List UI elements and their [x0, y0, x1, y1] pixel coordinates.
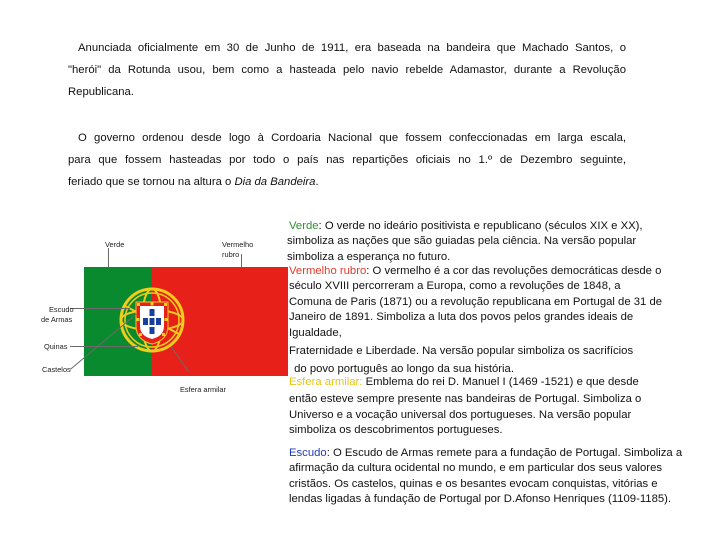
legend-line: Verde: O verde no ideário positivista e republicano (séculos XIX e XX), [289, 220, 643, 232]
label-escudo: Escudo [49, 305, 74, 314]
paragraph-announcement [68, 37, 626, 103]
legend-line: Igualdade, [289, 326, 342, 339]
label-rubro: rubro [222, 250, 240, 259]
paragraph-line: O governo ordenou desde logo à Cordoaria Nacional que fossem confeccionadas em larga escala, [78, 132, 626, 144]
legend-term-verde: Verde [289, 220, 319, 232]
legend-term-vermelho: Vermelho rubro [289, 265, 367, 277]
legend-text: Emblema do rei D. Manuel I (1469 -1521) e que desde [362, 376, 639, 388]
legend-line [289, 446, 682, 461]
legend-escudo [289, 446, 682, 508]
flag-red-field [152, 267, 288, 376]
legend-text: : O Escudo de Armas remete para a fundação de Portugal. Simboliza a [326, 447, 683, 459]
label-castelos: Castelos [42, 365, 71, 374]
verde-leader-line [108, 248, 109, 268]
legend-line: Fraternidade e Liberdade. Na versão popular simboliza os sacrifícios [289, 345, 634, 358]
legend-line: simboliza as nações que são guiadas pela ciência. Na versão popular [287, 235, 637, 248]
label-quinas: Quinas [44, 342, 68, 351]
paragraph-text: . [315, 176, 319, 188]
paragraph-line: Republicana. [68, 86, 134, 98]
legend-line [289, 264, 662, 279]
paragraph-government-order [68, 127, 626, 193]
quinas-leader-line [70, 346, 138, 347]
legend-line: cristãos. Os castelos, quinas e os besantes evocam conquistas, vitórias e [289, 477, 658, 490]
legend-esfera [289, 375, 641, 439]
legend-line: simboliza a esperança no futuro. [287, 250, 451, 263]
portugal-flag-image [36, 232, 290, 404]
dia-da-bandeira-emphasis: Dia da Bandeira [234, 176, 316, 188]
legend-line: século XVIII percorreram a Europa, como a revoluções de 1848, a [289, 280, 621, 293]
legend-line: afirmação da cultura ocidental no mundo, e em particular dos seus valores [289, 462, 662, 475]
label-de-armas: de Armas [41, 315, 73, 324]
legend-text: O verde no ideário positivista e republicano (séculos XIX e XX), [324, 220, 643, 232]
paragraph-line [68, 171, 626, 193]
legend-text: : O vermelho é a cor das revoluções democráticas desde o [366, 265, 662, 277]
legend-line: do povo português ao longo da sua história. [291, 363, 514, 376]
paragraph-line: para que fossem hasteadas por todo o país nas repartições oficiais no 1.º de Dezembro seguinte, [68, 154, 626, 166]
legend-term-esfera: Esfera armilar: [289, 376, 363, 388]
legend-line: simboliza os descobrimentos portugueses. [289, 424, 503, 437]
legend-term-escudo: Escudo [289, 447, 327, 459]
coat-of-arms-shield [136, 302, 168, 344]
paragraph-line: "herói" da Rotunda usou, bem como a hasteada pelo navio rebelde Adamastor, durante a Revolução [68, 64, 626, 76]
legend-line: Janeiro de 1891. Simboliza a luta dos povos pelos grandes ideais de [289, 311, 634, 324]
escudo-leader-line [70, 308, 130, 309]
legend-line: Comuna de Paris (1871) ou a revolução republicana em Portugal de 31 de [289, 295, 663, 308]
paragraph-text: feriado que se tornou na altura o [68, 176, 235, 188]
flag-diagram [36, 232, 290, 404]
legend-line: então esteve sempre presente nas bandeiras de Portugal. Simboliza o [289, 393, 642, 406]
label-verde: Verde [105, 240, 125, 249]
legend-line: Universo e a vocação universal dos portugueses. Na versão popular [289, 408, 632, 421]
vermelho-leader-line [241, 254, 242, 267]
legend-verde [287, 219, 643, 265]
legend-line: lendas ligadas à fundação de Portugal por D.Afonso Henriques (1109-1185). [289, 493, 672, 506]
legend-vermelho [289, 264, 662, 378]
paragraph-line: Anunciada oficialmente em 30 de Junho de 1911, era baseada na bandeira que Machado Santos, o [78, 42, 626, 54]
label-vermelho: Vermelho [222, 240, 254, 249]
label-esfera-armilar: Esfera armilar [180, 385, 226, 394]
legend-line [289, 375, 641, 390]
